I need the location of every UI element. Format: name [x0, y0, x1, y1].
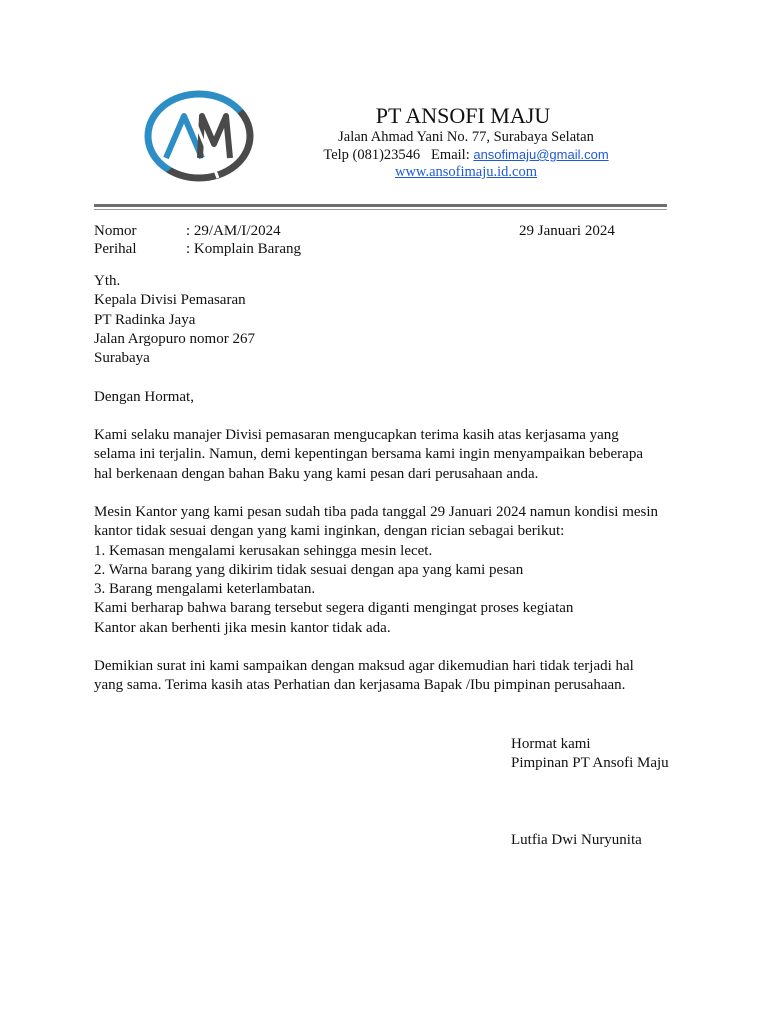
recipient-line: PT Radinka Jaya — [94, 311, 196, 328]
paragraph-line: Mesin Kantor yang kami pesan sudah tiba pada tanggal 29 Januari 2024 namun kondisi mesin — [94, 504, 659, 520]
paragraph-line: Demikian surat ini kami sampaikan dengan maksud agar dikemudian hari tidak terjadi hal — [94, 658, 634, 674]
greeting — [94, 388, 684, 407]
paragraph-line: yang sama. Terima kasih atas Perhatian dan kerjasama Bapak /Ibu pimpinan perusahaan. — [94, 677, 626, 694]
website-link[interactable]: www.ansofimaju.id.com — [394, 164, 538, 180]
list-item: 1. Kemasan mengalami kerusakan sehingga mesin lecet. — [94, 542, 433, 559]
paragraph-1 — [94, 426, 684, 484]
paragraph-line: kantor tidak sesuai dengan yang kami inginkan, dengan rician sebagai berikut: — [94, 523, 565, 540]
email-link[interactable]: ansofimaju@gmail.com — [473, 147, 609, 162]
closing-salutation: Hormat kami — [511, 736, 591, 752]
recipient-line: Kepala Divisi Pemasaran — [94, 292, 246, 309]
greeting-text: Dengan Hormat, — [94, 389, 194, 405]
paragraph-line: selama ini terjalin. Namun, demi kepentingan bersama kami ingin menyampaikan beberapa — [94, 446, 643, 463]
company-logo — [140, 86, 258, 186]
perihal-label: Perihal — [94, 241, 137, 257]
company-address: Jalan Ahmad Yani No. 77, Surabaya Selatan — [338, 129, 594, 145]
paragraph-3 — [94, 657, 684, 696]
paragraph-line: Kantor akan berhenti jika mesin kantor tidak ada. — [94, 619, 391, 636]
paragraph-line: hal berkenaan dengan bahan Baku yang kami pesan dari perusahaan anda. — [94, 465, 539, 482]
paragraph-2 — [94, 503, 684, 638]
letter-date: 29 Januari 2024 — [519, 223, 615, 239]
signatory-name: Lutfia Dwi Nuryunita — [511, 832, 642, 848]
paragraph-line: Kami berharap bahwa barang tersebut segera diganti mengingat proses kegiatan — [94, 600, 574, 617]
recipient-line: Surabaya — [94, 350, 150, 367]
nomor-label: Nomor — [94, 223, 137, 239]
company-name: PT ANSOFI MAJU — [375, 103, 551, 128]
recipient-block — [94, 272, 684, 368]
list-item: 3. Barang mengalami keterlambatan. — [94, 581, 316, 598]
letterhead-divider-thin — [94, 209, 667, 210]
recipient-line: Yth. — [94, 273, 121, 289]
paragraph-line: Kami selaku manajer Divisi pemasaran mengucapkan terima kasih atas kerjasama yang — [94, 427, 619, 443]
list-item: 2. Warna barang yang dikirim tidak sesuai dengan apa yang kami pesan — [94, 561, 524, 578]
letterhead-divider-thick — [94, 204, 667, 207]
closing-position: Pimpinan PT Ansofi Maju — [511, 755, 669, 771]
phone-text: Telp (081)23546 Email: — [323, 147, 474, 163]
perihal-value: : Komplain Barang — [186, 241, 301, 257]
company-contact — [296, 146, 636, 164]
nomor-value: : 29/AM/I/2024 — [186, 223, 281, 239]
recipient-line: Jalan Argopuro nomor 267 — [94, 330, 255, 347]
